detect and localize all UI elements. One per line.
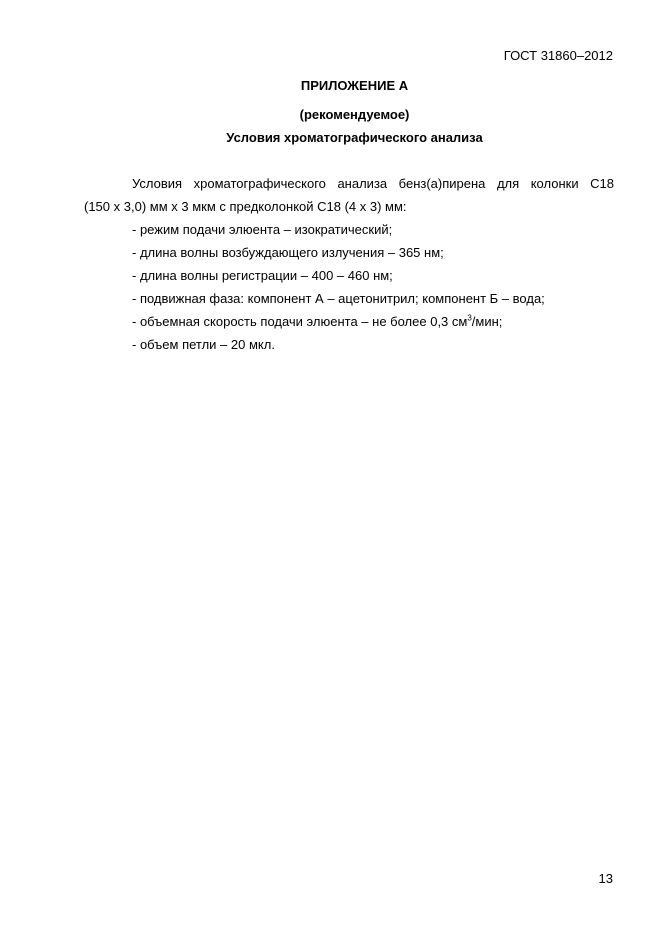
list-item: - объем петли – 20 мкл. xyxy=(132,337,275,352)
standard-code: ГОСТ 31860–2012 xyxy=(503,48,613,63)
list-item: - длина волны регистрации – 400 – 460 нм; xyxy=(132,268,393,283)
intro-line-2: (150 х 3,0) мм х 3 мкм с предколонкой С18 (4 х 3) мм: xyxy=(84,199,407,214)
list-item-text: - объемная скорость подачи элюента – не более 0,3 см xyxy=(132,314,468,329)
list-item-suffix: /мин; xyxy=(471,314,503,329)
appendix-title: ПРИЛОЖЕНИЕ А xyxy=(300,78,409,93)
superscript-unit: 3 xyxy=(467,313,472,323)
list-item: - длина волны возбуждающего излучения – 365 нм; xyxy=(132,245,444,260)
list-item: - подвижная фаза: компонент А – ацетонитрил; компонент Б – вода; xyxy=(132,291,545,306)
appendix-heading: Условия хроматографического анализа xyxy=(226,130,483,145)
page-number: 13 xyxy=(598,871,613,886)
list-item: - режим подачи элюента – изократический; xyxy=(132,222,393,237)
list-item xyxy=(132,311,502,333)
intro-line-1: Условия хроматографического анализа бенз(а)пирена для колонки С18 xyxy=(132,176,614,191)
appendix-status: (рекомендуемое) xyxy=(299,107,410,122)
